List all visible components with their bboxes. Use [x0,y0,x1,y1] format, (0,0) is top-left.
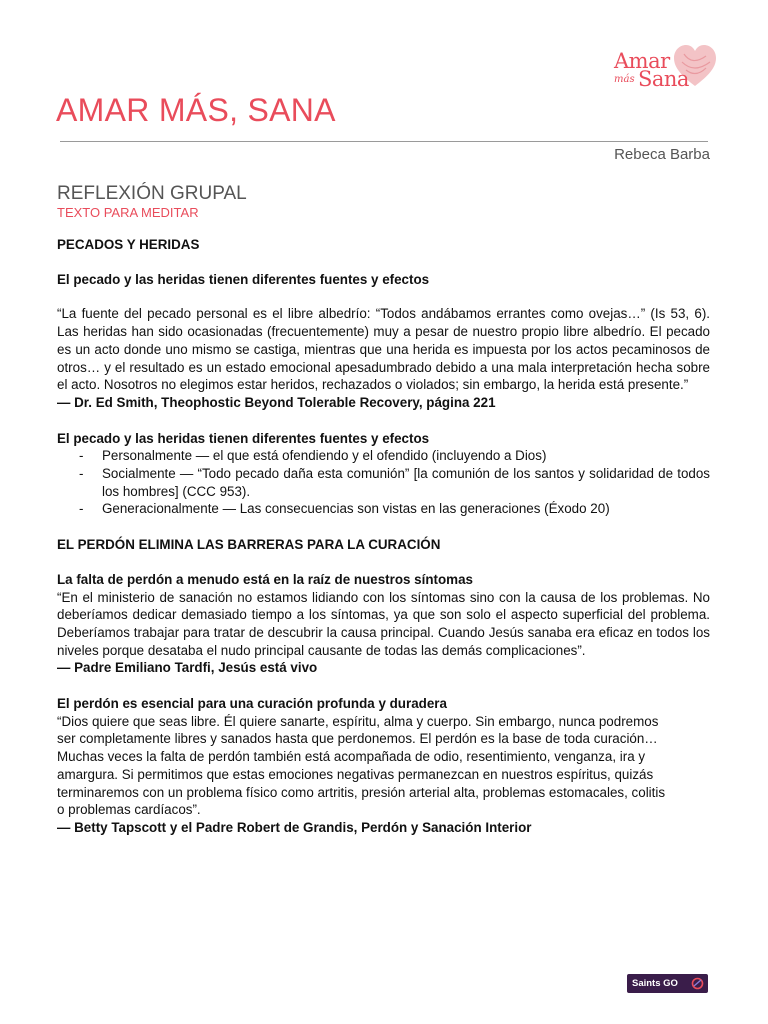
quote-line: “Dios quiere que seas libre. Él quiere sanarte, espíritu, alma y cuerpo. Sin embargo, nunca podremos [57,713,659,729]
logo-sana-text: Sana [638,67,689,91]
subheading-fuentes-efectos-2: El pecado y las heridas tienen diferentes fuentes y efectos [57,430,430,446]
quote-line: amargura. Si permitimos que estas emociones negativas permanezcan en nuestros espíritus, quizás [57,766,654,782]
quote-line: Muchas veces la falta de perdón también está acompañada de odio, resentimiento, venganza, ira y [57,749,646,765]
subheading-fuentes-efectos: El pecado y las heridas tienen diferentes fuentes y efectos [57,271,430,287]
document-body [57,183,710,837]
amar-mas-sana-logo [612,44,712,92]
list-item: - Socialmente — “Todo pecado daña esta comunión” [la comunión de los santos y solidaridad de todos los hombres] (CCC 953). [57,465,710,500]
quote-tapscott [57,713,710,819]
quote-line: ser completamente libres y sanados hasta que perdonemos. El perdón es la base de toda curación… [57,731,658,747]
attribution-ed-smith: — Dr. Ed Smith, Theophostic Beyond Tolerable Recovery, página 221 [57,394,496,410]
list-item: - Personalmente — el que está ofendiendo y el ofendido (incluyendo a Dios) [57,447,710,465]
logo-mas-text: más [614,74,635,85]
list-item: - Generacionalmente — Las consecuencias son vistas en las generaciones (Éxodo 20) [57,500,710,518]
heading-perdon: EL PERDÓN ELIMINA LAS BARRERAS PARA LA CURACIÓN [57,537,441,553]
author-name: Rebeca Barba [614,146,710,163]
quote-tardif: “En el ministerio de sanación no estamos lidiando con los síntomas sino con la causa de los problemas. No deberíamos dedicar demasiado tiempo a los síntomas, ya que son solo el aspecto superficial del problema. Deberíamos trabajar para tratar de descubrir la causa principal. Cuando Jesús sanaba era eficaz en todos los niveles porque desataba el nudo principal causante de todas las demás complicaciones”. [57,589,710,658]
logo-amar-text: Amar [614,49,670,73]
saints-go-mark-icon [691,977,704,990]
document-title: AMAR MÁS, SANA [56,92,336,128]
quote-line: o problemas cardíacos”. [57,802,201,818]
quote-ed-smith: “La fuente del pecado personal es el libre albedrío: “Todos andábamos errantes como ovejas…” (Is 53, 6). Las heridas han sido ocasionadas (frecuentemente) muy a pesar de nuestro propio libre albedrío. El pecado es un acto donde uno mismo se castiga, mientras que una herida es impuesta por los actos pecaminosos de otros… y el resultado es un estado emocional apesadumbrado debido a una mala interpretación hecha sobre el acto. Nosotros no elegimos estar heridos, rechazados o violados; sin embargo, la herida está presente.” [57,306,710,393]
quote-line: terminaremos con un problema físico como artritis, presión arterial alta, problemas estomacales, colitis [57,784,666,800]
attribution-tapscott: — Betty Tapscott y el Padre Robert de Grandis, Perdón y Sanación Interior [57,819,532,835]
section-title: REFLEXIÓN GRUPAL [57,183,247,204]
effects-list [57,447,710,518]
section-subtitle: TEXTO PARA MEDITAR [57,205,199,220]
attribution-tardif: — Padre Emiliano Tardfi, Jesús está vivo [57,660,318,676]
saints-go-badge [627,974,708,993]
subheading-perdon-esencial: El perdón es esencial para una curación profunda y duradera [57,696,447,712]
saints-go-label: Saints GO [632,978,678,989]
subheading-falta-perdon: La falta de perdón a menudo está en la raíz de nuestros síntomas [57,571,473,587]
title-divider [60,141,708,142]
heading-pecados-heridas: PECADOS Y HERIDAS [57,237,200,252]
